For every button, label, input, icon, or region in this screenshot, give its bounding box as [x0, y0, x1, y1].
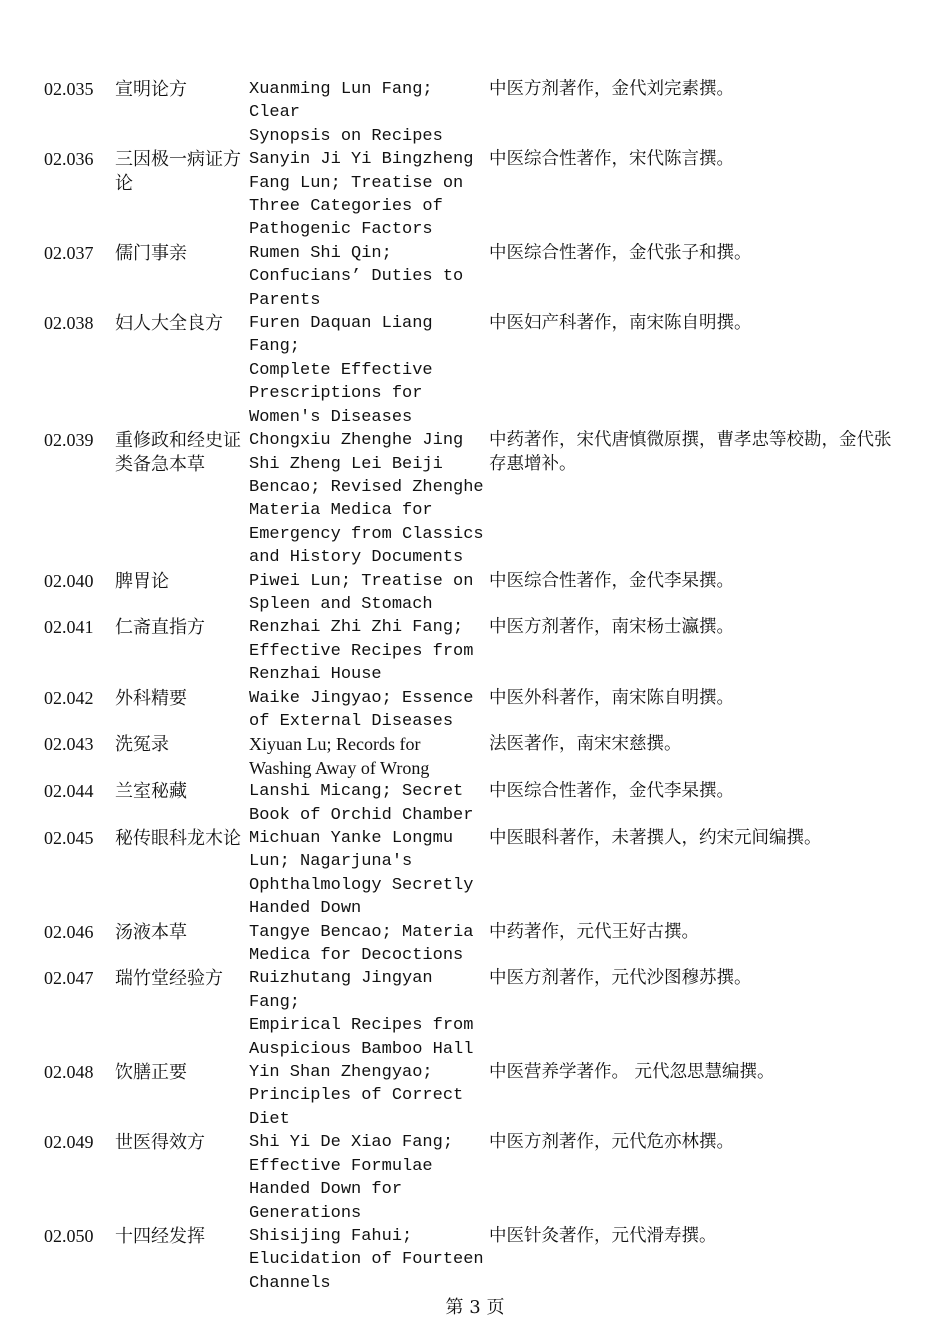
- entry-code: 02.050: [44, 1225, 94, 1246]
- glossary-entry: [44, 687, 914, 734]
- entry-code: 02.045: [44, 828, 94, 848]
- entry-chinese-term: 宣明论方: [115, 79, 187, 100]
- glossary-entry: [44, 148, 914, 242]
- entry-description: 中医综合性著作，金代李杲撰。: [489, 781, 734, 802]
- glossary-entry: [44, 921, 914, 968]
- glossary-entry: [44, 1131, 914, 1225]
- entry-english-term: Rumen Shi Qin; Confucians’ Duties to Parents: [249, 243, 464, 310]
- entry-english-term: Lanshi Micang; Secret Book of Orchid Chamber: [249, 782, 474, 825]
- entry-description: 中医方剂著作，元代危亦林撰。: [489, 1132, 734, 1153]
- entry-chinese-term: 十四经发挥: [115, 1225, 205, 1247]
- entry-chinese-term: 三因极一病证方论: [115, 149, 241, 194]
- entry-description: 中医外科著作，南宋陈自明撰。: [489, 687, 734, 708]
- glossary-entry: [44, 78, 914, 148]
- entry-chinese-term: 瑞竹堂经验方: [115, 968, 223, 990]
- glossary-entry: [44, 733, 914, 780]
- entry-description: 中医眼科著作，未著撰人，约宋元间编撰。: [489, 828, 822, 848]
- entry-chinese-term: 秘传眼科龙木论: [115, 828, 241, 849]
- entry-code: 02.037: [44, 242, 94, 263]
- glossary-entry: [44, 616, 914, 686]
- entry-english-term: Piwei Lun; Treatise on Spleen and Stomach: [249, 571, 474, 614]
- entry-description: 中医针灸著作，元代滑寿撰。: [489, 1225, 717, 1246]
- entry-code: 02.043: [44, 734, 94, 755]
- entry-english-term: Michuan Yanke Longmu Lun; Nagarjuna's Ophthalmology Secretly Handed Down: [249, 829, 474, 919]
- entry-english-term: Shisijing Fahui; Elucidation of Fourteen Channels: [249, 1226, 484, 1293]
- entry-chinese-term: 妇人大全良方: [115, 313, 223, 335]
- entry-chinese-term: 汤液本草: [115, 921, 187, 943]
- glossary-entry: [44, 312, 914, 429]
- entry-chinese-term: 饮膳正要: [115, 1062, 187, 1084]
- entry-code: 02.041: [44, 617, 94, 638]
- entry-chinese-term: 外科精要: [115, 687, 187, 709]
- entry-code: 02.049: [44, 1132, 94, 1153]
- entry-english-term: Sanyin Ji Yi Bingzheng Fang Lun; Treatise on Three Categories of Pathogenic Factors: [249, 150, 474, 240]
- entry-english-term: Xiyuan Lu; Records for Washing Away of Wrong: [249, 734, 430, 778]
- entry-code: 02.046: [44, 921, 94, 942]
- glossary-entry: [44, 570, 914, 617]
- entry-chinese-term: 儒门事亲: [115, 242, 187, 264]
- entry-description: 中药著作，宋代唐慎微原撰，曹孝忠等校勘，金代张存惠增补。: [489, 430, 892, 474]
- entry-description: 中医妇产科著作，南宋陈自明撰。: [489, 313, 752, 334]
- entry-chinese-term: 重修政和经史证类备急本草: [115, 430, 241, 475]
- entry-english-term: Yin Shan Zhengyao; Principles of Correct Diet: [249, 1063, 464, 1129]
- entry-description: 中医方剂著作，元代沙图穆苏撰。: [489, 968, 752, 989]
- glossary-entry: [44, 780, 914, 827]
- glossary-list: [44, 78, 914, 1295]
- entry-chinese-term: 兰室秘藏: [115, 781, 187, 803]
- entry-description: 中医营养学著作。 元代忽思慧编撰。: [489, 1062, 775, 1083]
- entry-description: 中医综合性著作，宋代陈言撰。: [489, 149, 734, 170]
- entry-code: 02.039: [44, 430, 94, 451]
- entry-chinese-term: 世医得效方: [115, 1132, 205, 1154]
- glossary-entry: [44, 1225, 914, 1295]
- glossary-entry: [44, 967, 914, 1061]
- entry-code: 02.038: [44, 313, 94, 334]
- entry-english-term: Tangye Bencao; Materia Medica for Decoctions: [249, 922, 474, 966]
- entry-description: 法医著作，南宋宋慈撰。: [489, 734, 682, 755]
- entry-chinese-term: 洗冤录: [115, 734, 169, 756]
- entry-code: 02.048: [44, 1062, 94, 1083]
- entry-description: 中医综合性著作，金代李杲撰。: [489, 570, 734, 591]
- entry-description: 中药著作，元代王好古撰。: [489, 921, 699, 942]
- entry-description: 中医综合性著作，金代张子和撰。: [489, 242, 752, 263]
- entry-code: 02.047: [44, 968, 94, 989]
- glossary-entry: [44, 1061, 914, 1131]
- entry-code: 02.044: [44, 781, 94, 802]
- entry-description: 中医方剂著作，金代刘完素撰。: [489, 79, 734, 99]
- entry-code: 02.036: [44, 149, 94, 170]
- glossary-entry: [44, 827, 914, 921]
- entry-code: 02.035: [44, 79, 94, 99]
- page-number: 第 3 页: [445, 1297, 505, 1318]
- entry-english-term: Shi Yi De Xiao Fang; Effective Formulae Handed Down for Generations: [249, 1133, 454, 1223]
- entry-code: 02.042: [44, 687, 94, 708]
- glossary-entry: [44, 242, 914, 312]
- entry-english-term: Waike Jingyao; Essence of External Diseases: [249, 688, 474, 731]
- entry-english-term: Furen Daquan Liang Fang; Complete Effective Prescriptions for Women's Diseases: [249, 314, 433, 427]
- entry-english-term: Renzhai Zhi Zhi Fang; Effective Recipes from Renzhai House: [249, 618, 474, 685]
- entry-english-term: Xuanming Lun Fang; Clear Synopsis on Recipes: [249, 80, 443, 146]
- entry-english-term: Chongxiu Zhenghe Jing Shi Zheng Lei Beiji Bencao; Revised Zhenghe Materia Medica for Emergency from Classics and History Documents: [249, 431, 484, 568]
- entry-description: 中医方剂著作，南宋杨士瀛撰。: [489, 617, 734, 638]
- entry-chinese-term: 仁斋直指方: [115, 617, 205, 639]
- entry-code: 02.040: [44, 570, 94, 591]
- glossary-entry: [44, 429, 914, 569]
- entry-chinese-term: 脾胃论: [115, 570, 169, 592]
- entry-english-term: Ruizhutang Jingyan Fang; Empirical Recipes from Auspicious Bamboo Hall: [249, 969, 474, 1059]
